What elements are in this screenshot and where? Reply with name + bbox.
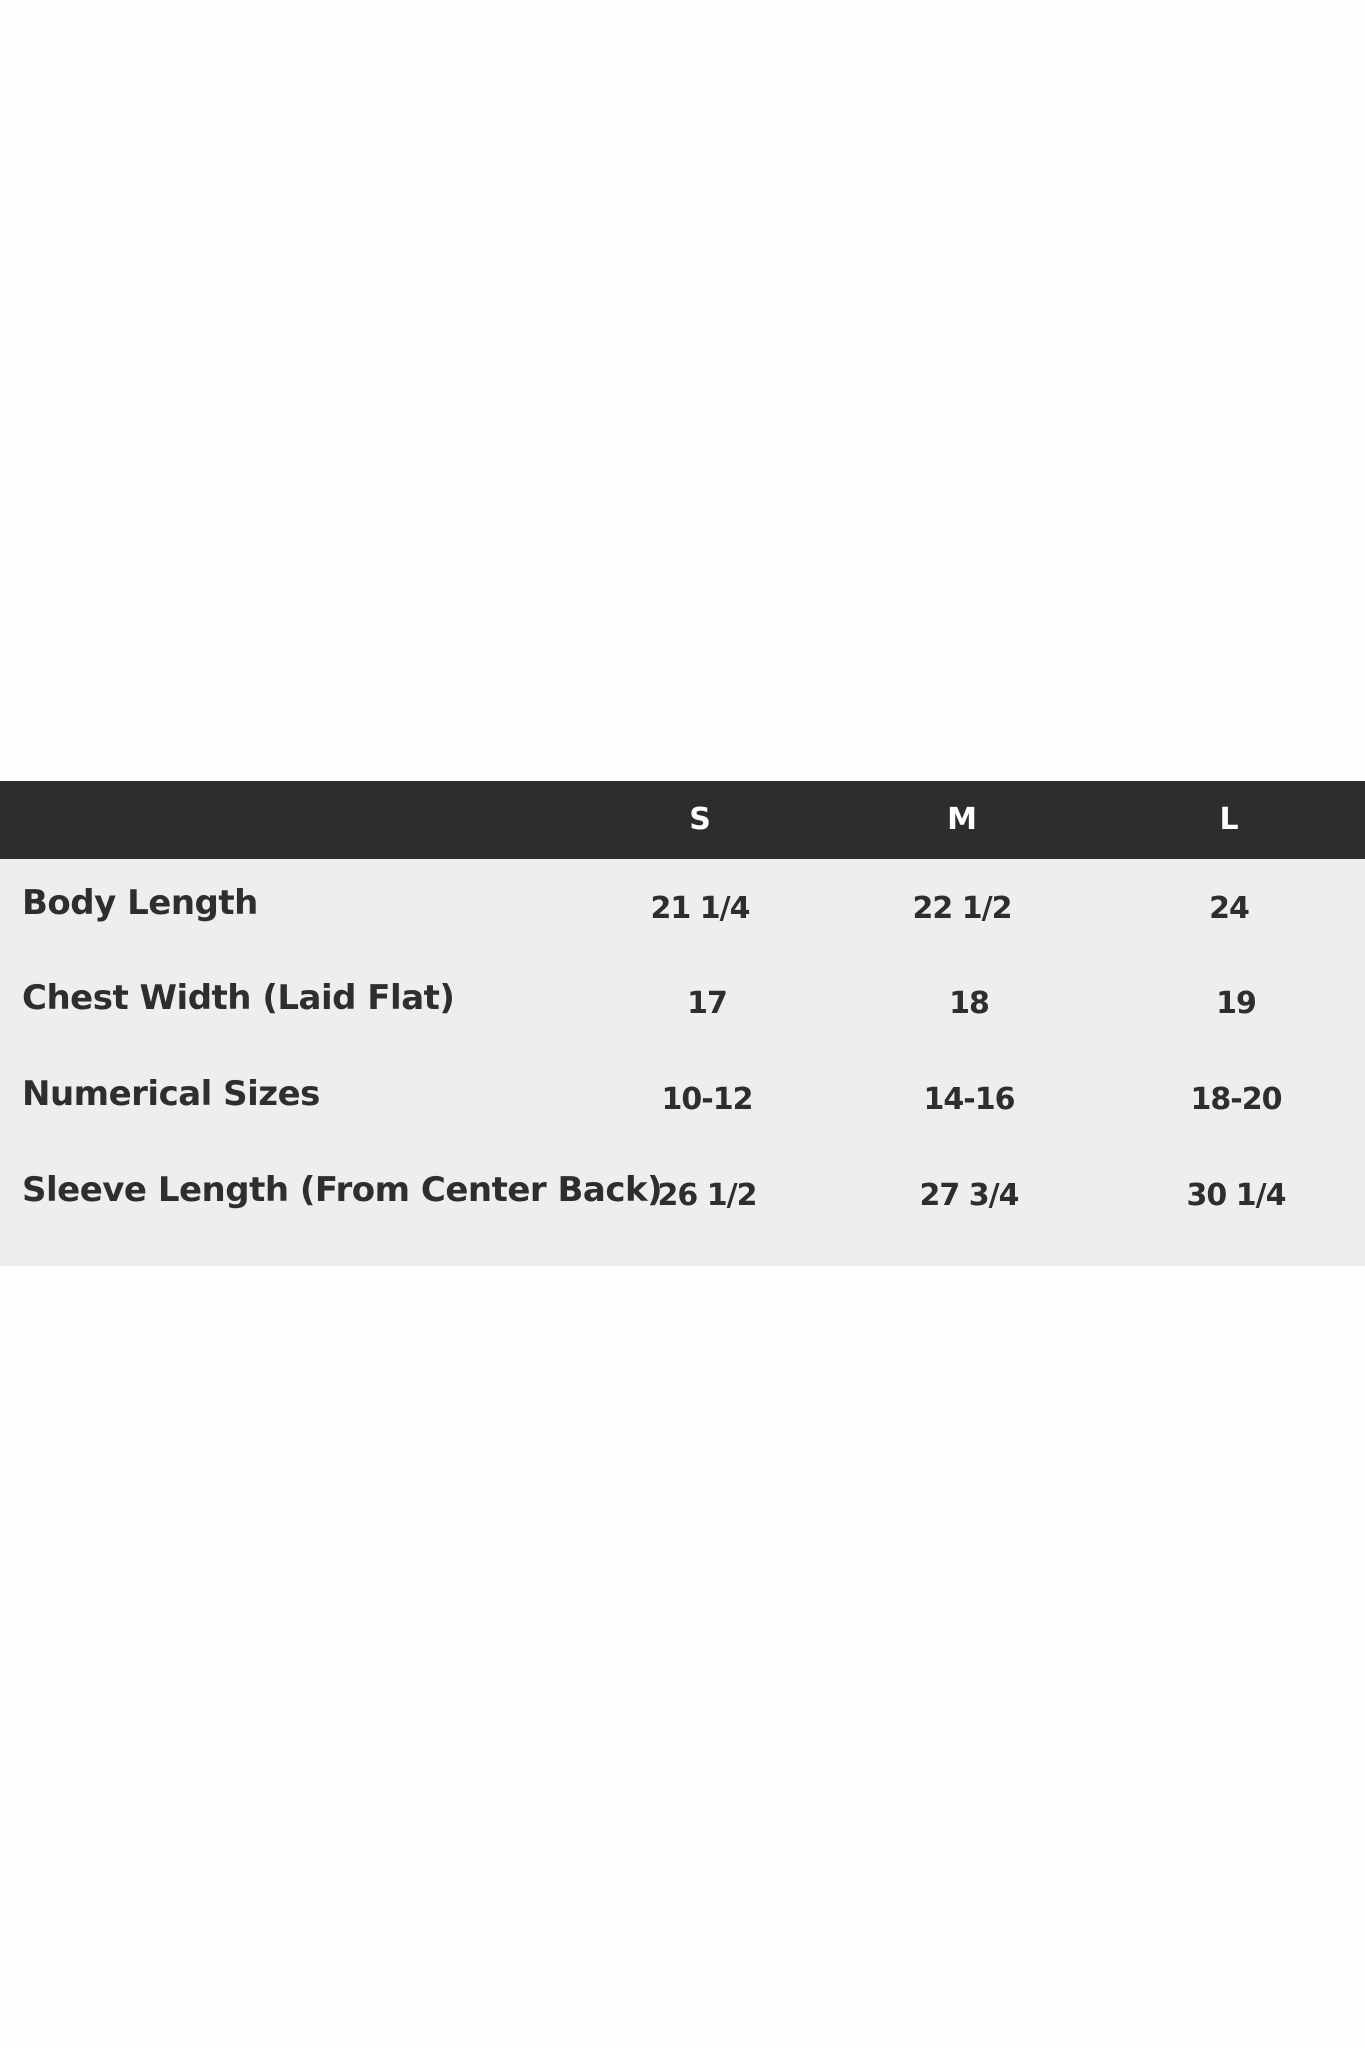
table-row-sleeve-length	[0, 1170, 1365, 1265]
cell-chest-width-m: 18	[949, 986, 989, 1021]
cell-numerical-sizes-m: 14-16	[923, 1082, 1015, 1117]
row-label-chest-width: Chest Width (Laid Flat)	[22, 978, 455, 1018]
table-row-chest-width	[0, 978, 1365, 1073]
cell-sleeve-length-l: 30 1/4	[1186, 1178, 1286, 1213]
size-chart-table	[0, 781, 1365, 1266]
column-header-s: S	[689, 802, 711, 837]
cell-chest-width-s: 17	[687, 986, 727, 1021]
column-header-l: L	[1219, 802, 1239, 837]
row-label-body-length: Body Length	[22, 883, 258, 923]
cell-sleeve-length-m: 27 3/4	[919, 1178, 1019, 1213]
size-chart-header	[0, 781, 1365, 859]
cell-sleeve-length-s: 26 1/2	[657, 1178, 757, 1213]
table-row-body-length	[0, 883, 1365, 978]
row-label-sleeve-length: Sleeve Length (From Center Back)	[22, 1170, 663, 1210]
cell-numerical-sizes-l: 18-20	[1190, 1082, 1282, 1117]
cell-numerical-sizes-s: 10-12	[661, 1082, 753, 1117]
row-label-numerical-sizes: Numerical Sizes	[22, 1074, 320, 1114]
cell-body-length-l: 24	[1209, 891, 1249, 926]
table-row-numerical-sizes	[0, 1074, 1365, 1169]
column-header-m: M	[947, 802, 977, 837]
cell-chest-width-l: 19	[1216, 986, 1256, 1021]
cell-body-length-s: 21 1/4	[650, 891, 750, 926]
cell-body-length-m: 22 1/2	[912, 891, 1012, 926]
